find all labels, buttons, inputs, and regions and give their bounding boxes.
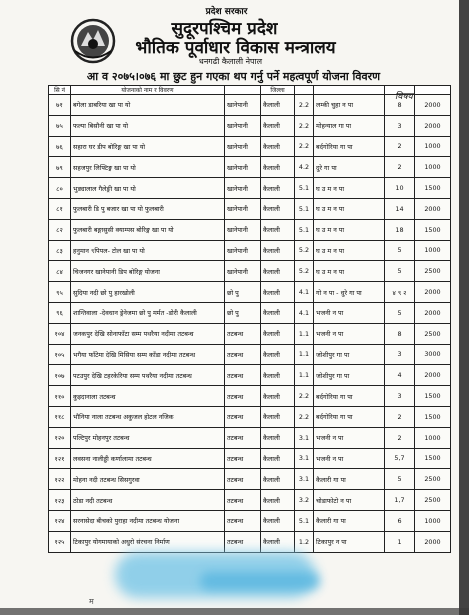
table-cell: खानेपानी <box>225 261 261 282</box>
table-cell: 1.2 <box>295 531 314 552</box>
table-cell: 3.1 <box>295 469 314 490</box>
table-cell: खानेपानी <box>225 157 261 178</box>
table-cell: 18 <box>385 219 415 240</box>
table-cell: कैलारी गा पा <box>314 469 385 490</box>
table-row <box>49 136 451 157</box>
table-cell: 5 <box>385 302 415 323</box>
table-cell: 8 <box>385 95 415 116</box>
table-cell: 2.2 <box>295 136 314 157</box>
column-header <box>415 86 451 95</box>
table-cell: 2500 <box>415 490 451 511</box>
table-cell: ७९ <box>49 157 71 178</box>
table-cell: ११८ <box>49 406 71 427</box>
table-cell: भजनी न पा <box>314 323 385 344</box>
table-cell: तटबन्ध <box>225 490 261 511</box>
table-cell: खानेपानी <box>225 115 261 136</box>
table-cell: 2.2 <box>295 115 314 136</box>
table-cell: 2.2 <box>295 386 314 407</box>
table-cell: भुड्यालाल गैलेङ्री खा पा यो <box>71 178 225 199</box>
table-cell: 2000 <box>415 302 451 323</box>
table-cell: 5.1 <box>295 219 314 240</box>
table-cell: 3.2 <box>295 490 314 511</box>
table-cell: ७५ <box>49 115 71 136</box>
table-cell: कैलाली <box>261 157 295 178</box>
redacted-stamp-area <box>200 572 320 590</box>
table-cell: 5.1 <box>295 510 314 531</box>
header-address: धनगढी कैलाली नेपाल <box>198 57 263 66</box>
table-row <box>49 157 451 178</box>
table-cell: तटबन्ध <box>225 469 261 490</box>
table-cell: भजनी न पा <box>314 448 385 469</box>
column-header: जिल्ला <box>261 86 295 95</box>
table-cell: सहारा घर डीप बोरिङ्ग खा पा यो <box>71 136 225 157</box>
table-cell: मोहन्याल गा पा <box>314 115 385 136</box>
table-cell: 5 <box>385 261 415 282</box>
table-cell: घ उ म न पा <box>314 178 385 199</box>
table-cell: 3.1 <box>295 448 314 469</box>
table-cell: 14 <box>385 198 415 219</box>
table-cell: 8 <box>385 323 415 344</box>
table-cell: 1000 <box>415 136 451 157</box>
table-cell: शान्तिवाला -देवधान ड्रेनेजमा छो पु मर्मत -डोरी कैलाली <box>71 302 225 323</box>
table-row <box>49 95 451 116</box>
header-ministry: भौतिक पूर्वाधार विकास मन्त्रालय <box>135 38 336 58</box>
table-cell: 1500 <box>415 178 451 199</box>
table-cell: 1500 <box>415 219 451 240</box>
table-cell: १०४ <box>49 323 71 344</box>
scan-edge-bottom <box>0 608 469 615</box>
table-cell: 6 <box>385 510 415 531</box>
table-cell: कुइदानाला तटबन्ध <box>71 386 225 407</box>
table-cell: १२२ <box>49 469 71 490</box>
table-row <box>49 178 451 199</box>
table-row <box>49 261 451 282</box>
table-cell: १२१ <box>49 448 71 469</box>
table-cell: 4.1 <box>295 282 314 303</box>
column-header: सि नं <box>49 86 71 95</box>
table-cell: तटबन्ध <box>225 323 261 344</box>
table-cell: १०७ <box>49 365 71 386</box>
table-cell: खानेपानी <box>225 178 261 199</box>
table-cell: सरनासेदा बीचको पुराहा नदीमा तटबन्ध योजना <box>71 510 225 531</box>
table-cell: 5.2 <box>295 240 314 261</box>
table-cell: तटबन्ध <box>225 531 261 552</box>
table-row <box>49 323 451 344</box>
table-cell: जनकपुर देखि सोनाफाँटा सम्म पथरैया नदीमा तटबन्ध <box>71 323 225 344</box>
table-cell: तटबन्ध <box>225 344 261 365</box>
table-cell: खानेपानी <box>225 136 261 157</box>
table-cell: 1500 <box>415 448 451 469</box>
table-cell: चोडाफोटो न पा <box>314 490 385 511</box>
table-cell: कैलारी गा पा <box>314 510 385 531</box>
table-cell: बर्दगोरिया गा पा <box>314 406 385 427</box>
table-cell: 3.1 <box>295 427 314 448</box>
table-cell: जोशीपुर गा पा <box>314 344 385 365</box>
table-cell: कैलाली <box>261 198 295 219</box>
table-cell: बर्दगोरिया गा पा <box>314 386 385 407</box>
table-cell: 4 <box>385 365 415 386</box>
table-cell: 4.1 <box>295 302 314 323</box>
table-cell: ७१ <box>49 95 71 116</box>
table-cell: कैलाली <box>261 240 295 261</box>
table-cell: भजनी न पा <box>314 302 385 323</box>
table-cell: 1000 <box>415 157 451 178</box>
table-cell: हनुमान ९पिपल- टोल खा पा यो <box>71 240 225 261</box>
table-cell: कैलाली <box>261 261 295 282</box>
table-cell: 4.2 <box>295 157 314 178</box>
table-cell: 2 <box>385 406 415 427</box>
table-cell: कैलाली <box>261 510 295 531</box>
table-cell: ७६ <box>49 136 71 157</box>
table-cell: छो पु <box>225 282 261 303</box>
table-cell: 2000 <box>415 115 451 136</box>
column-header <box>225 86 261 95</box>
table-cell: कैलाली <box>261 531 295 552</box>
table-cell: 5.2 <box>295 261 314 282</box>
table-cell: घ उ म न पा <box>314 261 385 282</box>
table-cell: कैलाली <box>261 427 295 448</box>
scan-edge-right <box>459 0 469 615</box>
table-cell: ८२ <box>49 219 71 240</box>
table-cell: ४ ९ २ <box>385 282 415 303</box>
table-cell: कैलाली <box>261 136 295 157</box>
table-cell: 5.1 <box>295 198 314 219</box>
table-cell: 1.1 <box>295 344 314 365</box>
table-cell: कैलाली <box>261 115 295 136</box>
table-row <box>49 219 451 240</box>
table-cell: 1,7 <box>385 490 415 511</box>
table-cell: तटबन्ध <box>225 365 261 386</box>
table-cell: ठोडा नदी तटबन्ध <box>71 490 225 511</box>
table-row <box>49 302 451 323</box>
table-row <box>49 198 451 219</box>
table-cell: भजनी न पा <box>314 427 385 448</box>
table-cell: चिजनगर खानेपानी डिप बोरिङ्ग योजना <box>71 261 225 282</box>
table-cell: कैलाली <box>261 302 295 323</box>
table-row <box>49 490 451 511</box>
table-row <box>49 469 451 490</box>
table-row <box>49 365 451 386</box>
table-cell: छो पु <box>225 302 261 323</box>
table-cell: घ उ म न पा <box>314 198 385 219</box>
handwritten-annotation: विषय <box>395 92 413 102</box>
table-cell: 1.1 <box>295 323 314 344</box>
table-cell: 2 <box>385 136 415 157</box>
table-cell: कैलाली <box>261 386 295 407</box>
table-cell: 1000 <box>415 427 451 448</box>
table-cell: सहजपुर लिफ्टिङ्ग खा पा यो <box>71 157 225 178</box>
table-cell: कैलाली <box>261 469 295 490</box>
table-cell: ११० <box>49 386 71 407</box>
table-cell: पल्टिपुर मोहनपुर तटबन्ध <box>71 427 225 448</box>
table-cell: कैलाली <box>261 323 295 344</box>
table-cell: टिकापुर योगमायाको अधुरो संरचना निर्माण <box>71 531 225 552</box>
table-cell: 1.1 <box>295 365 314 386</box>
table-cell: 2.2 <box>295 95 314 116</box>
table-row <box>49 531 451 552</box>
table-cell: 2 <box>385 157 415 178</box>
table-cell: 2000 <box>415 282 451 303</box>
table-cell: १०५ <box>49 344 71 365</box>
header-line-1: प्रदेश सरकार <box>205 7 248 17</box>
table-cell: कैलाली <box>261 178 295 199</box>
table-cell: 1000 <box>415 510 451 531</box>
table-cell: फुलबारी बङ्गासुसी क्याम्पस बोरिङ्ग खा पा यो <box>71 219 225 240</box>
table-cell: खानेपानी <box>225 219 261 240</box>
table-cell: ८४ <box>49 261 71 282</box>
table-cell: 3 <box>385 386 415 407</box>
table-cell: 2000 <box>415 198 451 219</box>
table-cell: तटबन्ध <box>225 406 261 427</box>
table-cell: खानेपानी <box>225 240 261 261</box>
table-cell: 5 <box>385 469 415 490</box>
table-cell: मोहना नदी तटबन्ध सिसगुरवा <box>71 469 225 490</box>
table-cell: १२३ <box>49 490 71 511</box>
table-row <box>49 406 451 427</box>
table-row <box>49 427 451 448</box>
table-cell: १२४ <box>49 510 71 531</box>
table-cell: 5 <box>385 240 415 261</box>
table-cell: 2500 <box>415 323 451 344</box>
table-cell: १२० <box>49 427 71 448</box>
table-cell: 5.1 <box>295 178 314 199</box>
table-cell: कैलाली <box>261 490 295 511</box>
table-cell: 2500 <box>415 469 451 490</box>
table-cell: 5,7 <box>385 448 415 469</box>
table-cell: पटउपुर देखि टहरकेरिया सम्म पथरैया नदीमा तटबन्ध <box>71 365 225 386</box>
table-cell: कैलाली <box>261 344 295 365</box>
table-cell: 1500 <box>415 386 451 407</box>
table-cell: कैलाली <box>261 448 295 469</box>
table-cell: कैलाली <box>261 95 295 116</box>
column-header <box>295 86 314 95</box>
table-cell: बर्दगोरिया गा पा <box>314 136 385 157</box>
table-cell: टिकापुर न पा <box>314 531 385 552</box>
table-cell: लवसना नालीड्डी कर्णालामा तटबन्ध <box>71 448 225 469</box>
table-cell: 3000 <box>415 344 451 365</box>
table-cell: फल्पा बिसौनी खा पा यो <box>71 115 225 136</box>
table-cell: गो न पा - धुरे गा पा <box>314 282 385 303</box>
column-header <box>314 86 385 95</box>
table-cell: कैलाली <box>261 365 295 386</box>
table-cell: 3 <box>385 344 415 365</box>
table-cell: 2.2 <box>295 406 314 427</box>
table-cell: 2000 <box>415 531 451 552</box>
table-row <box>49 386 451 407</box>
table-cell: ८३ <box>49 240 71 261</box>
footer-mark: म <box>89 597 94 606</box>
table-cell: बगेला डाबरिया खा पा यो <box>71 95 225 116</box>
table-cell: घ उ म न पा <box>314 219 385 240</box>
column-header: योजनाको नाम र विवरण <box>71 86 225 95</box>
table-cell: ८० <box>49 178 71 199</box>
table-cell: 2500 <box>415 261 451 282</box>
table-header-row <box>49 86 451 95</box>
table-row <box>49 344 451 365</box>
table-row <box>49 240 451 261</box>
table-cell: 1 <box>385 531 415 552</box>
table-cell: १२५ <box>49 531 71 552</box>
table-row <box>49 115 451 136</box>
table-cell: कैलाली <box>261 219 295 240</box>
table-cell: भौनिया नाला तटबन्ध अकुजल होटल नजिक <box>71 406 225 427</box>
table-cell: 3 <box>385 115 415 136</box>
table-cell: खानेपानी <box>225 198 261 219</box>
table-cell: दुरे गा पा <box>314 157 385 178</box>
table-cell: 2 <box>385 427 415 448</box>
table-cell: फुलबारी डि पु बजार खा पा यो फुलबारी <box>71 198 225 219</box>
table-cell: 10 <box>385 178 415 199</box>
table-row <box>49 448 451 469</box>
table-cell: तटबन्ध <box>225 510 261 531</box>
table-cell: 2000 <box>415 95 451 116</box>
projects-table <box>48 85 451 553</box>
table-row <box>49 510 451 531</box>
table-cell: ९६ <box>49 302 71 323</box>
table-cell: ९५ <box>49 282 71 303</box>
table-cell: 1500 <box>415 406 451 427</box>
table-cell: खानेपानी <box>225 95 261 116</box>
table-cell: ८१ <box>49 198 71 219</box>
table-cell: सुदिया नदी छो पु हारखोली <box>71 282 225 303</box>
header-province: सुदूरपश्चिम प्रदेश <box>171 19 278 39</box>
table-cell: तटबन्ध <box>225 386 261 407</box>
table-cell: कैलाली <box>261 406 295 427</box>
table-cell: 2000 <box>415 365 451 386</box>
table-cell: जोशीपुर गा पा <box>314 365 385 386</box>
document-title: आ व २०७५।०७६ मा छुट हुन गएका थप गर्नु पर्ने महत्वपूर्ण योजना विवरण <box>86 70 381 83</box>
table-cell: 1000 <box>415 240 451 261</box>
table-cell: तटबन्ध <box>225 448 261 469</box>
table-cell: लम्की चुहा न पा <box>314 95 385 116</box>
table-row <box>49 282 451 303</box>
table-cell: भगैया फाँटेमा देखि मिसिया सम्म काँडा नदीमा तटबन्ध <box>71 344 225 365</box>
table-cell: तटबन्ध <box>225 427 261 448</box>
table-cell: घ उ म न पा <box>314 240 385 261</box>
table-cell: कैलाली <box>261 282 295 303</box>
